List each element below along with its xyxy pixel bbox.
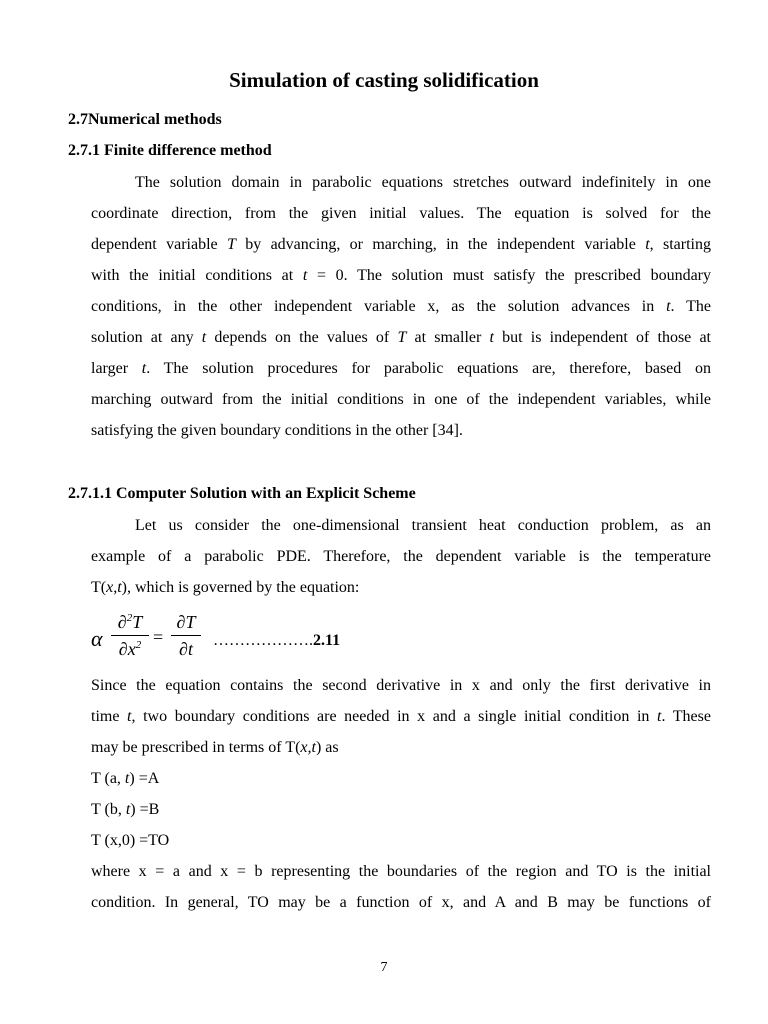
paragraph-line: larger t. The solution procedures for parabolic equations are, therefore, based on <box>91 360 712 377</box>
paragraph-line: marching outward from the initial conditions in one of the independent variables, while <box>91 391 711 408</box>
equation-2-11 <box>91 610 391 666</box>
boundary-condition-a: T (a, t) =A <box>91 770 160 787</box>
paragraph-line: solution at any t depends on the values of T at smaller t but is independent of those at <box>91 329 712 346</box>
paragraph-line: The solution domain in parabolic equations stretches outward indefinitely in one <box>135 174 711 191</box>
equation-lhs-fraction: ∂$^2$T $\partial x^2$ <box>111 610 149 661</box>
paragraph-line: conditions, in the other independent variable x, as the solution advances in t. The <box>91 298 711 315</box>
initial-condition: T (x,0) =TO <box>91 832 170 849</box>
paragraph-line: satisfying the given boundary conditions in the other [34]. <box>91 422 463 439</box>
equation-equals: = <box>153 627 164 647</box>
equation-alpha: α <box>91 626 103 651</box>
paragraph-line: where x = a and x = b representing the boundaries of the region and TO is the initial <box>91 863 711 880</box>
paragraph-line: with the initial conditions at t = 0. The solution must satisfy the prescribed boundary <box>91 267 712 284</box>
paragraph-line: time t, two boundary conditions are needed in x and a single initial condition in t. These <box>91 708 711 725</box>
boundary-condition-b: T (b, t) =B <box>91 801 160 818</box>
paragraph-line: may be prescribed in terms of T(x,t) as <box>91 739 339 756</box>
paragraph-line: Since the equation contains the second derivative in x and only the first derivative in <box>91 677 711 694</box>
paragraph-line: T(x,t), which is governed by the equation: <box>91 579 360 596</box>
paragraph-line: coordinate direction, from the given initial values. The equation is solved for the <box>91 205 711 222</box>
paragraph-line: example of a parabolic PDE. Therefore, the dependent variable is the temperature <box>91 548 711 565</box>
paragraph-line: Let us consider the one-dimensional transient heat conduction problem, as an <box>135 517 711 534</box>
section-heading-2-7-1: 2.7.1 Finite difference method <box>68 142 272 159</box>
section-heading-2-7-1-1: 2.7.1.1 Computer Solution with an Explicit Scheme <box>68 485 416 502</box>
page-title: Simulation of casting solidification <box>229 68 539 92</box>
paragraph-line: dependent variable T by advancing, or marching, in the independent variable t, starting <box>91 236 711 253</box>
equation-number: ……………….2.11 <box>213 632 341 649</box>
section-heading-2-7: 2.7Numerical methods <box>68 111 222 128</box>
page-number: 7 <box>380 960 388 975</box>
equation-rhs-fraction: ∂T ∂t <box>171 610 201 661</box>
paragraph-line: condition. In general, TO may be a function of x, and A and B may be functions of <box>91 894 711 911</box>
